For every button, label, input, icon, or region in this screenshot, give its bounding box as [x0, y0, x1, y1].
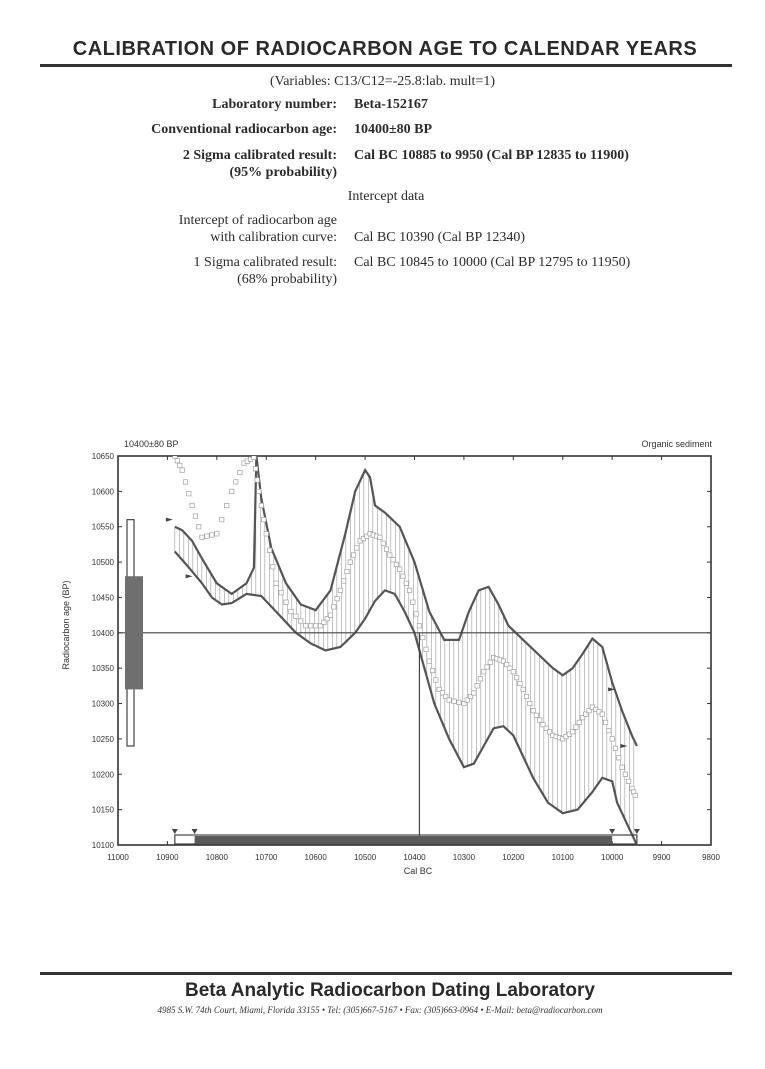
lab-number-label: Laboratory number: [212, 97, 337, 112]
curve-mean-point [178, 463, 182, 467]
curve-mean-point [394, 562, 398, 566]
curve-mean-point [427, 659, 431, 663]
curve-mean-point [345, 569, 349, 573]
curve-mean-point [626, 779, 630, 783]
curve-mean-point [452, 699, 456, 703]
curve-mean-point [304, 624, 308, 628]
y-tick-label: 10100 [91, 841, 114, 850]
curve-mean-point [447, 698, 451, 702]
curve-mean-point [521, 687, 525, 691]
two-sigma-value: Cal BC 10885 to 9950 (Cal BP 12835 to 11900) [354, 148, 629, 163]
one-sigma-age-bar [125, 576, 143, 689]
y-tick-label: 10500 [91, 558, 114, 568]
x-tick-label: 10700 [255, 853, 278, 862]
curve-mean-point [384, 547, 388, 551]
curve-mean-point [264, 532, 268, 536]
calibration-chart-svg [0, 430, 765, 880]
curve-mean-point [229, 489, 233, 493]
curve-mean-point [193, 514, 197, 518]
curve-mean-point [180, 468, 184, 472]
curve-mean-point [355, 546, 359, 550]
x-tick-label: 10100 [551, 853, 574, 862]
y-tick-label: 10400 [91, 628, 114, 638]
curve-mean-point [478, 677, 482, 681]
x-tick-label: 11000 [107, 853, 129, 862]
x-tick-label: 10600 [304, 853, 327, 862]
curve-mean-point [187, 492, 191, 496]
intercept-label-line2: with calibration curve: [210, 230, 337, 245]
curve-mean-point [570, 730, 574, 734]
curve-mean-point [197, 525, 201, 529]
x-axis-title: Cal BC [403, 866, 433, 876]
curve-mean-point [528, 701, 532, 705]
curve-mean-point [215, 532, 219, 536]
variables-line: (Variables: C13/C12=-25.8:lab. mult=1) [270, 74, 495, 89]
curve-mean-point [531, 708, 535, 712]
footer-rule [40, 972, 732, 975]
chart-sample-type: Organic sediment [641, 439, 712, 449]
x-tick-label: 9800 [702, 853, 720, 862]
curve-mean-point [205, 534, 209, 538]
range-marker-arrow [172, 829, 178, 834]
curve-mean-point [414, 612, 418, 616]
two-sigma-probability: (95% probability) [229, 165, 337, 180]
curve-band-hatching [175, 473, 634, 839]
curve-mean-point [271, 565, 275, 569]
curve-mean-point [613, 746, 617, 750]
curve-mean-point [255, 478, 259, 482]
curve-mean-point [183, 480, 187, 484]
curve-mean-point [514, 675, 518, 679]
y-tick-label: 10250 [91, 734, 114, 744]
curve-mean-point [274, 581, 278, 585]
plot-frame [118, 456, 711, 845]
y-tick-label: 10350 [91, 664, 114, 674]
curve-mean-point [457, 700, 461, 704]
curve-mean-point [537, 718, 541, 722]
curve-upper-bound [175, 456, 637, 746]
curve-mean-point [348, 560, 352, 564]
y-tick-label: 10150 [91, 805, 114, 815]
curve-mean-point [267, 548, 271, 552]
x-tick-label: 10800 [205, 853, 228, 862]
curve-mean-point [577, 720, 581, 724]
curve-mean-point [518, 681, 522, 685]
lab-number-value: Beta-152167 [354, 97, 428, 112]
curve-mean-point [511, 670, 515, 674]
curve-mean-point [378, 535, 382, 539]
upper-start-arrow [166, 518, 173, 522]
curve-mean-point [309, 624, 313, 628]
range-marker-arrow [609, 829, 615, 834]
curve-mean-point [434, 678, 438, 682]
curve-mean-point [313, 624, 317, 628]
curve-mean-point [633, 793, 637, 797]
conventional-age-value: 10400±80 BP [354, 122, 433, 137]
curve-mean-point [351, 553, 355, 557]
curve-mean-point [397, 567, 401, 571]
curve-mean-point [262, 517, 266, 521]
lower-start-arrow [186, 574, 193, 578]
curve-mean-point [404, 581, 408, 585]
curve-mean-point [284, 600, 288, 604]
title-rule [40, 64, 732, 67]
intercept-data-heading: Intercept data [347, 189, 425, 204]
curve-mean-point [488, 660, 492, 664]
curve-mean-point [190, 503, 194, 507]
intercept-label-line1: Intercept of radiocarbon age [178, 213, 337, 228]
curve-mean-point [623, 772, 627, 776]
curve-mean-point [259, 503, 263, 507]
curve-mean-point [524, 694, 528, 698]
curve-mean-point [603, 720, 607, 724]
x-tick-label: 10400 [403, 853, 426, 862]
lower-end-arrow [620, 744, 627, 748]
y-tick-label: 10300 [91, 699, 114, 709]
curve-mean-point [200, 535, 204, 539]
x-tick-label: 10200 [502, 853, 525, 862]
curve-mean-point [407, 588, 411, 592]
range-marker-arrow [634, 829, 640, 834]
curve-mean-point [173, 454, 177, 458]
curve-mean-point [220, 517, 224, 521]
curve-mean-point [391, 558, 395, 562]
curve-mean-point [225, 503, 229, 507]
curve-mean-point [338, 588, 342, 592]
curve-mean-point [253, 467, 257, 471]
curve-mean-point [401, 574, 405, 578]
curve-mean-point [617, 756, 621, 760]
curve-mean-point [610, 737, 614, 741]
curve-mean-point [381, 541, 385, 545]
intercept-value: Cal BC 10390 (Cal BP 12340) [354, 230, 525, 245]
curve-mean-point [620, 765, 624, 769]
calibration-curves [173, 454, 638, 845]
curve-mean-point [328, 613, 332, 617]
y-tick-label: 10600 [91, 487, 114, 497]
y-tick-label: 10200 [91, 770, 114, 780]
one-sigma-probability: (68% probability) [237, 272, 337, 287]
curve-mean-point [289, 609, 293, 613]
curve-mean-point [175, 459, 179, 463]
curve-mean-point [421, 635, 425, 639]
curve-mean-point [600, 712, 604, 716]
y-tick-label: 10550 [91, 522, 114, 532]
curve-mean-point [417, 624, 421, 628]
curve-mean-point [475, 684, 479, 688]
curve-mean-point [234, 480, 238, 484]
one-sigma-value: Cal BC 10845 to 10000 (Cal BP 12795 to 11950) [354, 255, 631, 270]
curve-mean-point [341, 579, 345, 583]
one-sigma-calendar-bar [195, 836, 613, 844]
curve-mean-point [485, 665, 489, 669]
curve-mean-point [335, 596, 339, 600]
conventional-age-label: Conventional radiocarbon age: [151, 122, 337, 137]
curve-lower-bound [175, 552, 637, 846]
page-title: CALIBRATION OF RADIOCARBON AGE TO CALENDAR YEARS [72, 38, 698, 60]
curve-mean-point [332, 605, 336, 609]
curve-mean-point [472, 691, 476, 695]
curve-mean-point [607, 728, 611, 732]
lab-address: 4985 S.W. 74th Court, Miami, Florida 33155 • Tel: (305)667-5167 • Fax: (305)663-0964 • E-Mail: beta@radiocarbon.com [157, 1005, 603, 1015]
x-tick-label: 10000 [601, 853, 624, 862]
x-tick-label: 9900 [652, 853, 671, 862]
chart-age-label: 10400±80 BP [124, 439, 179, 449]
curve-mean-point [210, 533, 214, 537]
curve-mean-point [430, 668, 434, 672]
y-axis-title: Radiocarbon age (BP) [61, 580, 71, 670]
curve-mean-point [481, 670, 485, 674]
range-marker-arrow [192, 829, 198, 834]
two-sigma-label: 2 Sigma calibrated result: [182, 148, 337, 163]
y-tick-label: 10650 [91, 452, 114, 461]
y-tick-label: 10450 [91, 593, 114, 603]
curve-mean-point [534, 713, 538, 717]
curve-mean-point [424, 647, 428, 651]
curve-mean-point [299, 619, 303, 623]
curve-mean-point [238, 470, 242, 474]
curve-mean-point [388, 553, 392, 557]
x-tick-label: 10900 [156, 853, 179, 862]
lab-name: Beta Analytic Radiocarbon Dating Laboratory [185, 980, 595, 1001]
calibration-chart [0, 430, 765, 880]
x-tick-label: 10500 [353, 853, 377, 862]
curve-mean-point [411, 600, 415, 604]
curve-mean-point [574, 725, 578, 729]
curve-mean-point [257, 489, 261, 493]
curve-mean-point [294, 614, 298, 618]
x-tick-label: 10300 [452, 853, 476, 862]
curve-mean-point [279, 591, 283, 595]
one-sigma-label: 1 Sigma calibrated result: [193, 255, 337, 270]
